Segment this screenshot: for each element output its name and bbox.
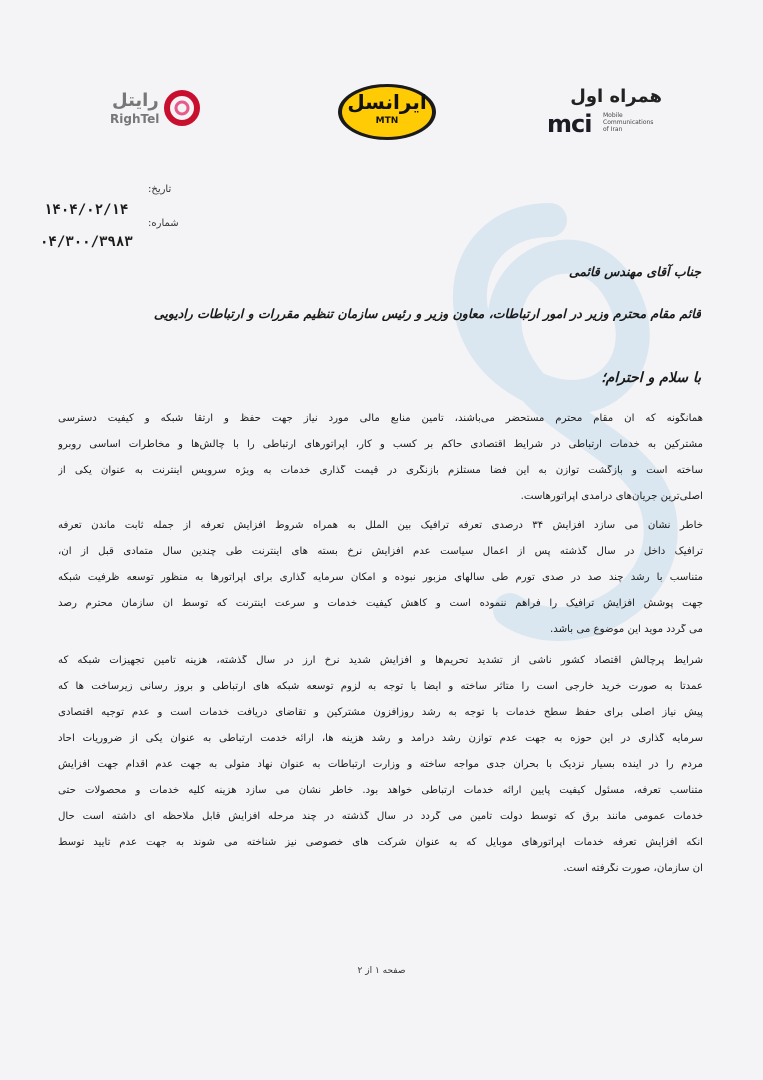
- body-line: ساخته است و بازگشت توازن به این فضا مستلزم بازنگری در قیمت گذاری خدمات به ویژه سرویس اینترنت به عنوان یکی از: [58, 465, 703, 476]
- body-line: اصلی‌ترین جریان‌های درآمدی اپراتورهاست.: [520, 491, 703, 502]
- body-line: پیش نیاز اصلی برای حفظ سطح خدمات با توجه به رشد روزافزون مشترکین و تقاضای دریافت خدمات است و عدم توجیه اقتصادی: [58, 707, 703, 718]
- body-line: خاطر نشان می سازد افزایش ۳۴ درصدی تعرفه ترافیک بین الملل به همراه شروط افزایش تعرفه از جمله ثابت ماندن تعرفه: [58, 520, 703, 531]
- addressee: جناب آقای مهندس قائمی: [568, 264, 701, 279]
- mci-name-en: mci: [547, 110, 592, 138]
- body-line: آنکه افزایش تعرفه خدمات اپراتورهای موبایل که به عنوان شرکت های خصوصی نیز شناخته می شوند به جهت عدم تایید توسط: [58, 837, 703, 848]
- body-line: همانگونه که آن مقام محترم مستحضر می‌باشند، تامین منابع مالی مورد نیاز جهت حفظ و ارتقا شبکه و کیفیت دسترسی: [58, 413, 703, 424]
- mtn-name-en: MTN: [375, 116, 399, 126]
- date-value: ۱۴۰۴/۰۲/۱۴: [44, 202, 129, 218]
- page-number: صفحه ۱ از ۲: [357, 966, 406, 976]
- body-line: جهت پوشش افزایش ترافیک را فراهم ننموده است و کاهش کیفیت خدمات و سرعت اینترنت که توسط آن سازمان محترم رصد: [58, 598, 703, 609]
- mtn-irancell-logo: [338, 84, 438, 142]
- body-line: می گردد موید این موضوع می باشد.: [550, 624, 703, 635]
- rightel-logo: [108, 88, 204, 132]
- mci-logo: [545, 86, 670, 140]
- body-line: ترافیک داخل در سال گذشته پس از اعمال سیاست عدم افزایش نرخ بسته های اینترنت طی چندین سال متمادی قبل از آن،: [58, 546, 703, 557]
- letter-number-value: ۰۴/۳۰۰/۳۹۸۳: [40, 234, 133, 250]
- greeting: با سلام و احترام؛: [601, 370, 701, 386]
- body-line: آن سازمان، صورت نگرفته است.: [563, 863, 703, 874]
- mci-subtitle-line: Mobile: [603, 112, 623, 119]
- body-line: مشترکین به خدمات ارتباطی در شرایط اقتصادی حاکم بر کسب و کار، اپراتورهای ارتباطی را با چالش‌ها و مخاطرات اساسی روبرو: [58, 439, 703, 450]
- rightel-name-en: RighTel: [110, 112, 160, 126]
- body-line: عمدتاً به صورت خرید خارجی است را متاثر ساخته و ایضاً با توجه به لزوم توسعه شبکه های ارتباطی و بروز رسانی زیرساخت ها که: [58, 681, 703, 692]
- body-line: سرمایه گذاری در این حوزه به جهت عدم توازن رشد درآمد و رشد هزینه ها، ارائه خدمت ارتباطی به عنوان یکی از ضروریات آحاد: [58, 733, 703, 744]
- mci-subtitle-line: of Iran: [603, 126, 623, 133]
- body-line: شرایط پرچالش اقتصاد کشور ناشی از تشدید تحریم‌ها و افزایش شدید نرخ ارز در سال گذشته، هزینه تامین تجهیزات شبکه که: [58, 655, 703, 666]
- body-line: متناسب با رشد چند صد در صدی تورم طی سالهای مزبور نبوده و امکان سرمایه گذاری برای اپراتورها به منظور توسعه ظرفیت شبکه: [58, 572, 703, 583]
- number-label: شماره:: [148, 218, 179, 229]
- mci-name-fa: همراه اول: [570, 86, 662, 107]
- body-line: متناسب تعرفه، مسئول کیفیت پایین ارائه خدمات ارتباطی خواهد بود. خاطر نشان می سازد هزینه کلیه خدمات و محصولات حتی: [58, 785, 703, 796]
- rightel-name-fa: رایتل: [112, 90, 159, 111]
- rightel-ring-icon: [162, 88, 202, 128]
- mci-subtitle: [603, 112, 663, 133]
- body-line: مردم را در آینده بسیار نزدیک با بحران جدی مواجه ساخته و وزارت ارتباطات به عنوان نهاد متولی به جهت عدم اقدام جهت افزایش: [58, 759, 703, 770]
- mtn-name-fa: ایرانسل: [347, 90, 427, 114]
- addressee-position: قائم مقام محترم وزیر در امور ارتباطات، معاون وزیر و رئیس سازمان تنظیم مقررات و ارتباطات رادیویی: [153, 306, 701, 321]
- body-line: خدمات عمومی مانند برق که توسط دولت تامین می گردد در سال گذشته در چند مرحله افزایش قابل ملاحظه ای داشته است حال: [58, 811, 703, 822]
- date-label: تاریخ:: [148, 184, 172, 195]
- mci-subtitle-line: Communications: [603, 119, 654, 126]
